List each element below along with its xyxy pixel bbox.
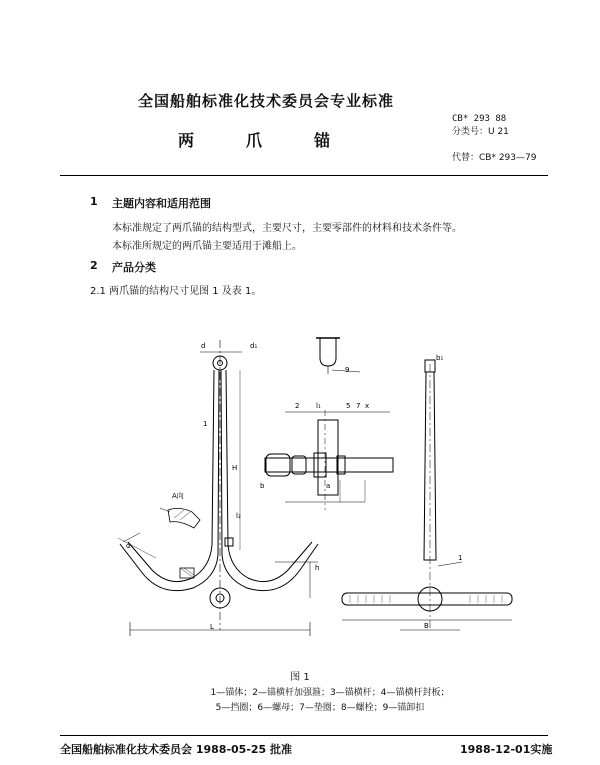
title-char-3: 锚 [314, 131, 331, 150]
title-char-1: 两 [178, 131, 195, 150]
document-title [178, 128, 382, 151]
clause-2-1: 2.1 两爪锚的结构尺寸见图 1 及表 1。 [90, 286, 262, 297]
part-1-left: 1 [203, 420, 208, 428]
standard-code: CB* 293 88 [452, 114, 507, 124]
issuing-organization: 全国船舶标准化技术委员会专业标准 [138, 92, 395, 110]
dim-l1: l₁ [316, 402, 321, 410]
dim-a: a [326, 482, 331, 490]
part-5-label: 5 [346, 402, 351, 410]
part-2-label: 2 [295, 402, 300, 410]
anchor-front-view [118, 340, 318, 636]
dim-d: d [201, 342, 206, 350]
dim-h: H [232, 464, 238, 472]
view-a-detail [160, 508, 200, 528]
paragraph-2: 本标准所规定的两爪锚主要适用于滩船上。 [112, 241, 302, 252]
header-rule [60, 175, 548, 176]
anchor-technical-drawing [60, 330, 550, 660]
replaces-code: 代替：CB* 293—79 [452, 153, 537, 163]
stock-section-detail [265, 410, 393, 510]
section-1-heading: 主题内容和适用范围 [112, 197, 211, 210]
dim-b1-right: b₁ [436, 354, 444, 362]
part-1-right: 1 [458, 554, 463, 562]
dim-alpha: α [126, 542, 131, 550]
section-2-number: 2 [90, 259, 98, 272]
section-1-number: 1 [90, 195, 98, 208]
drawing-labels [126, 342, 462, 631]
dim-l: L [210, 623, 214, 631]
paragraph-1: 本标准规定了两爪锚的结构型式，主要尺寸，主要零部件的材料和技术条件等。 [112, 223, 462, 234]
approval-line: 全国船舶标准化技术委员会 1988-05-25 批准 [60, 743, 293, 756]
section-2-heading: 产品分类 [112, 261, 156, 274]
figure-label: 图 1 [290, 672, 310, 683]
figure-legend-line-1: 1—锚体；2—锚横杆加强箍；3—锚横杆；4—锚横杆封板； [210, 688, 450, 698]
dim-h-small: h [315, 564, 320, 572]
dim-l2: l₂ [236, 512, 241, 520]
title-char-2: 爪 [246, 131, 263, 150]
view-a-label: A向 [172, 492, 184, 500]
shackle-detail [316, 338, 360, 374]
dim-b-right: B [424, 622, 429, 630]
dim-x: x [365, 402, 370, 410]
part-7-label: 7 [356, 402, 361, 410]
footer-rule [60, 735, 548, 736]
dim-d1: d₁ [250, 342, 258, 350]
effective-date: 1988-12-01实施 [460, 743, 553, 756]
part-9-label: 9 [345, 366, 350, 374]
figure-legend-line-2: 5—挡圈；6—螺母；7—垫圈；8—螺栓；9—锚卸扣 [215, 703, 425, 713]
classification-code: 分类号：U 21 [452, 127, 509, 137]
anchor-side-view [342, 360, 512, 630]
dim-b: b [260, 482, 265, 490]
